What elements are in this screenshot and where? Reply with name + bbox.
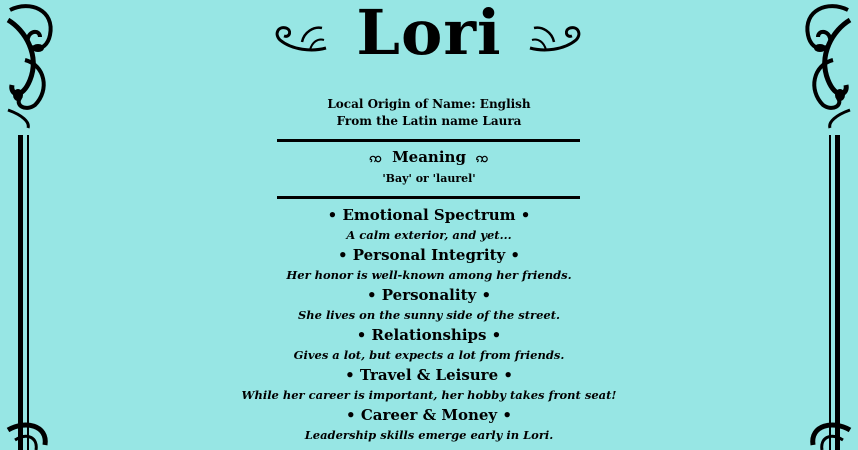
swirl-right-icon: ꩡ [475, 151, 489, 166]
meaning-heading [0, 148, 858, 169]
trait-text-integrity: Her honor is well-known among her friends. [286, 268, 572, 282]
name-title: Lori [356, 0, 502, 69]
trait-heading-career: • Career & Money • [346, 406, 512, 424]
origin-line: Local Origin of Name: English [327, 97, 531, 111]
trait-text-career: Leadership skills emerge early in Lori. [304, 428, 554, 442]
trait-heading-emotional: • Emotional Spectrum • [327, 206, 531, 224]
meaning-label: Meaning [392, 148, 466, 166]
traits-list [0, 205, 858, 445]
trait-heading-integrity: • Personal Integrity • [337, 246, 521, 264]
latin-origin-line: From the Latin name Laura [336, 114, 522, 128]
trait-heading-relationships: • Relationships • [356, 326, 502, 344]
trait-text-emotional: A calm exterior, and yet... [346, 228, 512, 242]
origin-block [0, 96, 858, 130]
trait-text-relationships: Gives a lot, but expects a lot from friends. [293, 348, 565, 362]
meaning-text: 'Bay' or 'laurel' [382, 172, 476, 185]
divider-top [277, 139, 580, 142]
trait-heading-travel: • Travel & Leisure • [345, 366, 513, 384]
trait-heading-personality: • Personality • [366, 286, 492, 304]
divider-bottom [277, 196, 580, 199]
trait-text-personality: She lives on the sunny side of the street. [297, 308, 561, 322]
trait-text-travel: While her career is important, her hobby takes front seat! [241, 388, 617, 402]
swirl-left-icon: ꩡ [369, 151, 383, 166]
